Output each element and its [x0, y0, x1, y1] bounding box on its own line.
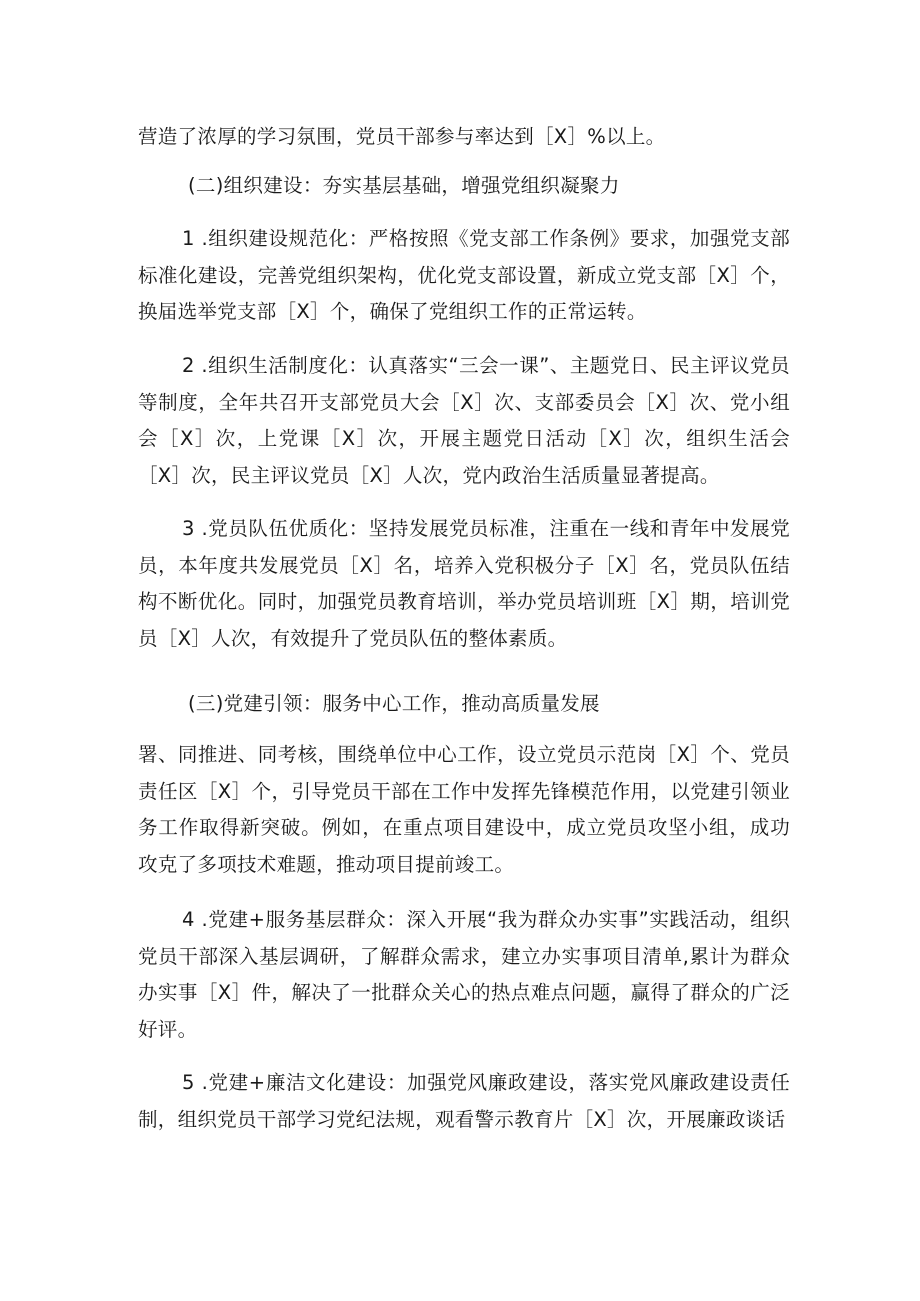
- section-heading-organization: (二)组织建设：夯实基层基础，增强党组织凝聚力: [188, 174, 620, 197]
- paragraph-item-2: 2 .组织生活制度化：认真落实“三会一课”、主题党日、民主评议党员等制度，全年共召开支部党员大会［X］次、支部委员会［X］次、党小组会［X］次，上党课［X］次，开展主题党日活动［X］次，组织生活会［X］次，民主评议党员［X］人次，党内政治生活质量显著提高。: [138, 354, 790, 487]
- paragraph-item-3: 3 .党员队伍优质化：坚持发展党员标准，注重在一线和青年中发展党员，本年度共发展党员［X］名，培养入党积极分子［X］名，党员队伍结构不断优化。同时，加强党员教育培训，举办党员培训班［X］期，培训党员［X］人次，有效提升了党员队伍的整体素质。: [138, 517, 790, 650]
- paragraph-continuation: 营造了浓厚的学习氛围，党员干部参与率达到［X］%以上。: [138, 125, 666, 148]
- paragraph-item-5: 5 .党建+廉洁文化建设：加强党风廉政建设，落实党风廉政建设责任制，组织党员干部学习党纪法规，观看警示教育片［X］次，开展廉政谈话: [138, 1071, 790, 1131]
- paragraph-item-1: 1 .组织建设规范化：严格按照《党支部工作条例》要求，加强党支部标准化建设，完善党组织架构，优化党支部设置，新成立党支部［X］个，换届选举党支部［X］个，确保了党组织工作的正常运转。: [138, 227, 790, 323]
- section-heading-party-leading: (三)党建引领：服务中心工作，推动高质量发展: [188, 692, 600, 715]
- paragraph-item-4: 4 .党建+服务基层群众：深入开展“我为群众办实事”实践活动，组织党员干部深入基层调研，了解群众需求，建立办实事项目清单,累计为群众办实事［X］件，解决了一批群众关心的热点难点问题，赢得了群众的广泛好评。: [138, 908, 790, 1041]
- paragraph-continuation-2: 署、同推进、同考核，围绕单位中心工作，设立党员示范岗［X］个、党员责任区［X］个，引导党员干部在工作中发挥先锋模范作用，以党建引领业务工作取得新突破。例如，在重点项目建设中，成立党员攻坚小组，成功攻克了多项技术难题，推动项目提前竣工。: [138, 743, 790, 876]
